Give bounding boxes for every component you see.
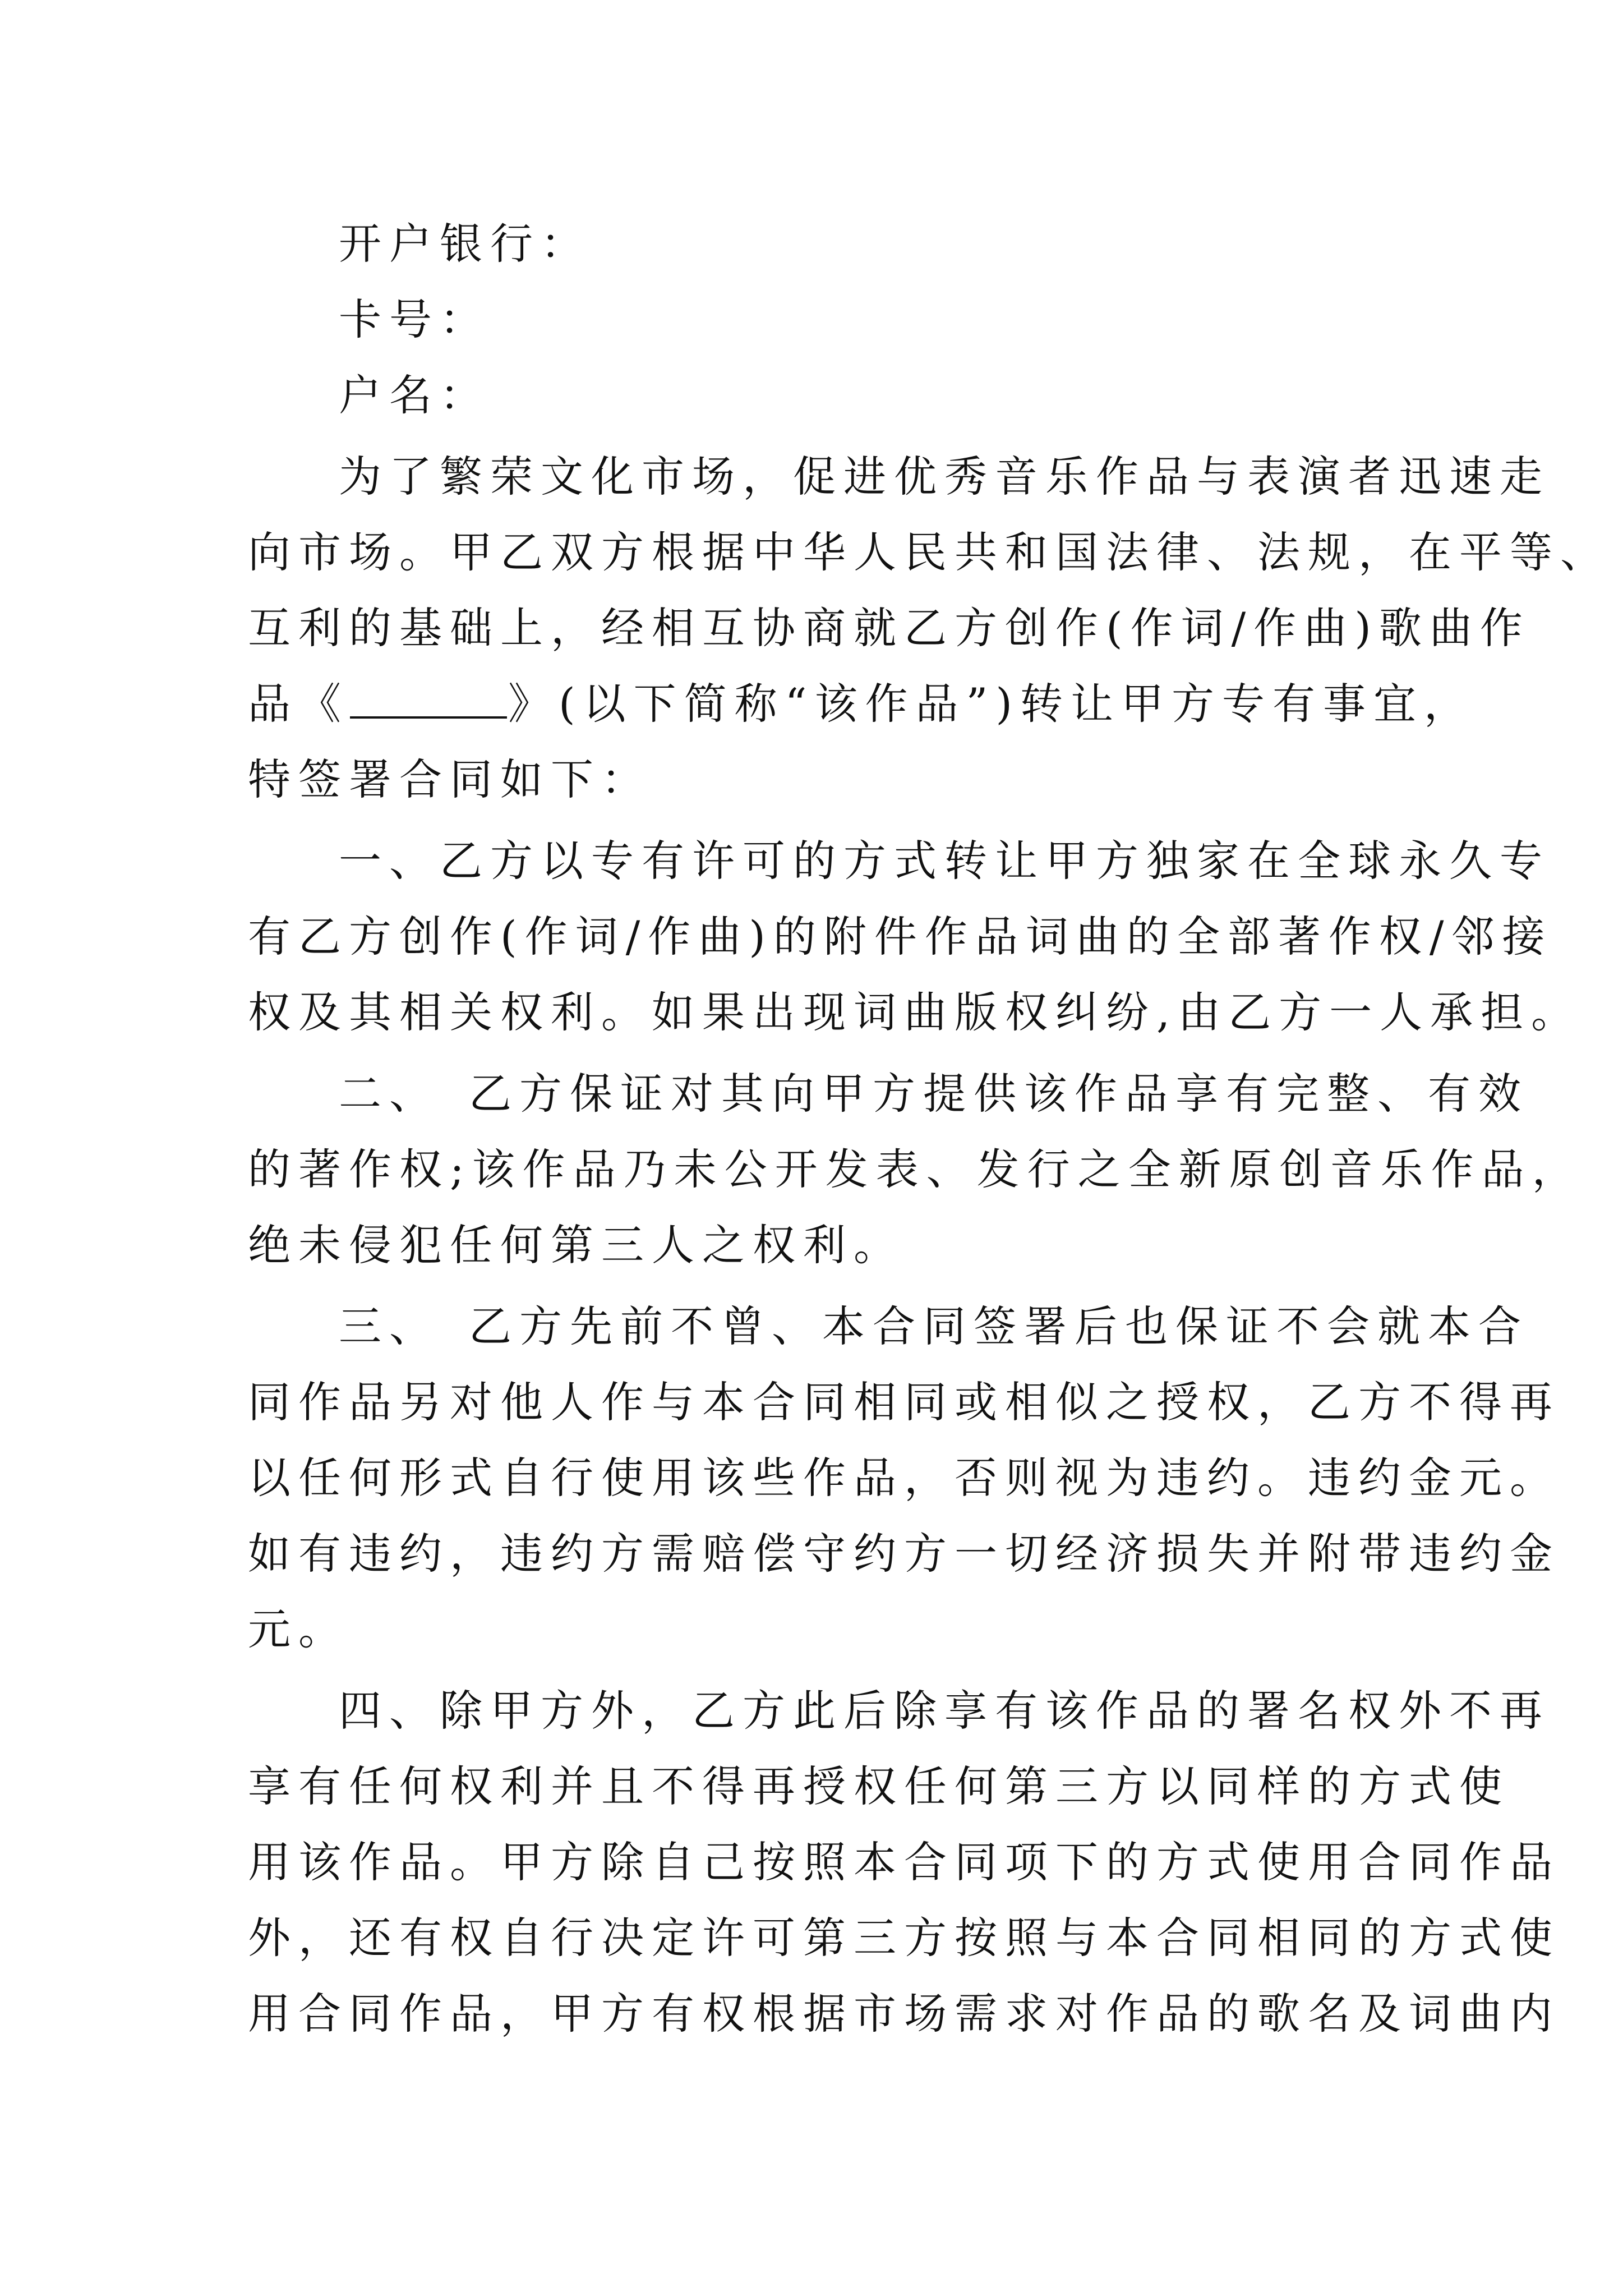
clause-1-line-2: 有乙方创作(作词/作曲)的附件作品词曲的全部著作权/邻接 <box>248 912 1553 961</box>
intro-line-4-end: 》(以下简称“该作品”)转让甲方专有事宜， <box>508 679 1475 729</box>
clause-3-line-3: 以任何形式自行使用该些作品，否则视为违约。违约金元。 <box>248 1453 1560 1503</box>
intro-line-4 <box>248 662 1475 746</box>
card-number-field: 卡号： <box>339 295 490 344</box>
clause-4-line-5: 用合同作品，甲方有权根据市场需求对作品的歌名及词曲内 <box>248 1989 1560 2039</box>
intro-line-2: 向市场。甲乙双方根据中华人民共和国法律、法规，在平等、 <box>248 527 1611 577</box>
intro-line-3: 互利的基础上，经相互协商就乙方创作(作词/作曲)歌曲作 <box>248 603 1530 653</box>
clause-4-line-4: 外，还有权自行决定许可第三方按照与本合同相同的方式使 <box>248 1913 1560 1963</box>
clause-4-line-3: 用该作品。甲方除自己按照本合同项下的方式使用合同作品 <box>248 1837 1560 1887</box>
intro-line-5: 特签署合同如下： <box>248 754 652 804</box>
account-name-field: 户名： <box>339 370 490 420</box>
clause-3-line-2: 同作品另对他人作与本合同相同或相似之授权，乙方不得再 <box>248 1377 1560 1427</box>
clause-4-line-2: 享有任何权利并且不得再授权任何第三方以同样的方式使 <box>248 1761 1510 1811</box>
clause-2-line-2: 的著作权;该作品乃未公开发表、发行之全新原创音乐作品， <box>248 1144 1583 1194</box>
clause-1-line-3: 权及其相关权利。如果出现词曲版权纠纷,由乙方一人承担。 <box>248 987 1582 1037</box>
work-title-blank <box>350 676 507 719</box>
clause-1-line-1: 一、乙方以专有许可的方式转让甲方独家在全球永久专 <box>339 836 1550 886</box>
intro-line-4-start: 品《 <box>248 679 349 729</box>
clause-3-line-1: 三、 乙方先前不曾、本合同签署后也保证不会就本合 <box>339 1301 1529 1351</box>
clause-2-line-1: 二、 乙方保证对其向甲方提供该作品享有完整、有效 <box>339 1069 1529 1119</box>
clause-3-line-5: 元。 <box>248 1604 349 1654</box>
bank-name-field: 开户银行： <box>339 219 591 269</box>
clause-3-line-4: 如有违约，违约方需赔偿守约方一切经济损失并附带违约金 <box>248 1529 1560 1579</box>
intro-line-1: 为了繁荣文化市场，促进优秀音乐作品与表演者迅速走 <box>339 452 1550 501</box>
clause-2-line-3: 绝未侵犯任何第三人之权利。 <box>248 1220 904 1270</box>
clause-4-line-1: 四、除甲方外，乙方此后除享有该作品的署名权外不再 <box>339 1686 1550 1736</box>
